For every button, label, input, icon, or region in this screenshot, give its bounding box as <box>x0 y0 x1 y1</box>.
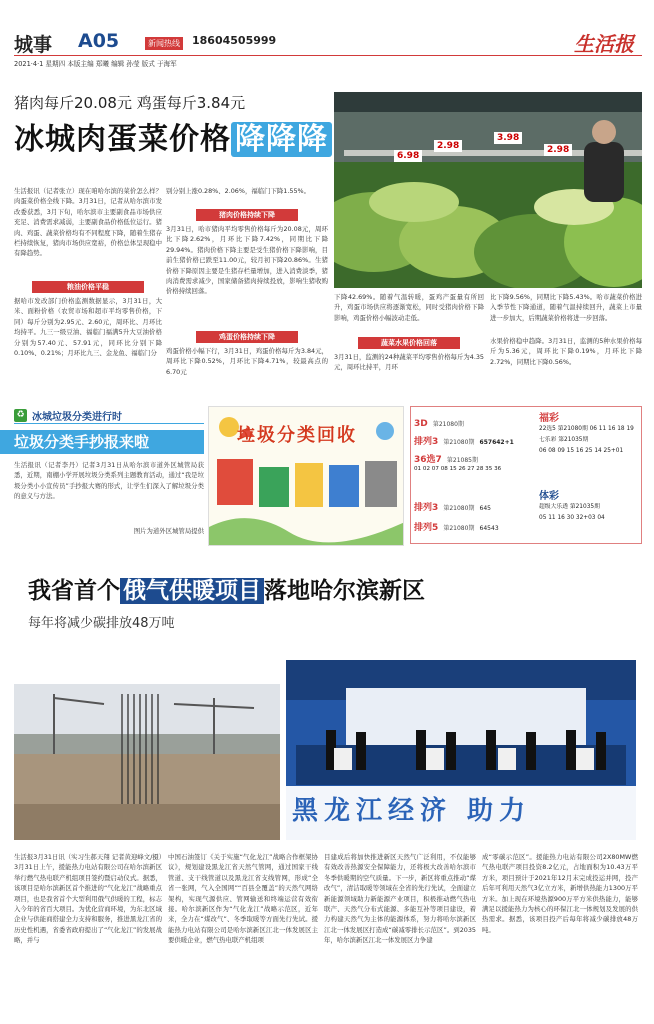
subhead-pork: 猪肉价格持续下降 <box>196 209 298 221</box>
price-tag: 2.98 <box>434 140 462 152</box>
section-tag-text: 冰城垃圾分类进行时 <box>32 412 122 423</box>
lead-paragraph: 水果价格稳中趋降。3月31日，监测的5种水果价格每斤为5.36元，周环比下降0.19%，月环比下降2.72%，同期比下降0.56%。 <box>490 337 642 366</box>
lottery-issue: 第21080期 <box>443 439 475 446</box>
construction-site-photo <box>14 684 280 840</box>
lead-subtitle: 猪肉每斤20.08元 鸡蛋每斤3.84元 <box>14 94 246 112</box>
price-tag: 2.98 <box>544 144 572 156</box>
garbage-paragraph: 生活报讯（记者李丹）记者3月31日从哈尔滨市道外区城管局获悉，近期，南棚小学开展垃圾分类系列主题教育活动，通过“我是垃圾分类小小宣传员”手抄报大赛的形式，让学生们深入了解垃圾分类的意义与方法。 <box>14 461 204 501</box>
page-number: A05 <box>78 30 120 52</box>
lottery-numbers: 64543 <box>479 525 499 532</box>
lottery-panel <box>410 406 642 544</box>
welfare-lottery-title: 福彩 <box>539 413 559 424</box>
lead-paragraph: 生活报讯（记者张立）现在咱哈尔滨的菜价怎么样？肉蛋菜价格全线下降。3月31日，记者从哈尔滨市发改委获悉，3月下旬，哈尔滨市主要副食品市场供应充足、消费需求减弱，主要副食品价格低位运行。猪肉、鸡蛋、蔬菜价格均有不同程度下降，随着生猪存栏持续恢复，猪肉市场供应宽裕，价格总体呈现稳中有降趋势。 <box>14 187 162 258</box>
lottery-label: 排列5 <box>414 523 439 533</box>
sports-lottery-line: 05 11 16 30 32+03 04 <box>539 515 605 521</box>
price-tag: 3.98 <box>494 132 522 144</box>
lead-title-main: 冰城肉蛋菜价格 <box>14 122 231 157</box>
lottery-row <box>414 429 534 445</box>
welfare-lottery-line: 06 08 09 15 16 25 14 25+01 <box>539 448 624 454</box>
subhead-grain-oil: 粮油价格平稳 <box>32 281 144 293</box>
lottery-issue: 第21080期 <box>432 421 464 428</box>
signing-ceremony-photo <box>286 660 636 840</box>
lead-paragraph: 3月31日，监测的24种蔬菜平均零售价格每斤为4.35元，周环比持平，月环 <box>334 353 484 372</box>
garbage-headline: 垃圾分类手抄报来啦 <box>0 430 204 454</box>
sports-lottery-title: 体彩 <box>539 491 559 502</box>
lead-column-2 <box>166 186 328 394</box>
hotline-number: 18604505999 <box>192 34 277 47</box>
lottery-row <box>414 515 538 531</box>
lottery-label: 36选7 <box>414 455 442 465</box>
page-header <box>14 30 642 68</box>
lottery-row <box>414 447 538 473</box>
brand-logo: 生活报 <box>574 32 634 56</box>
photo-credit: 图片为道外区城管局提供 <box>133 527 204 535</box>
lead-column-3 <box>334 292 484 394</box>
subhead-veg-fruit: 蔬菜水果价格回落 <box>358 337 460 349</box>
sports-lottery-line: 超级大乐透 第21035期 <box>539 504 600 510</box>
welfare-lottery <box>539 409 639 479</box>
lead-column-4 <box>490 292 642 394</box>
welfare-lottery-line: 七乐彩 第21035期 <box>539 437 589 443</box>
gas-paragraph: 目建成后将加快推进新区天然气广泛利用，不仅能够有效改善热源安全保障能力，还将极大改善哈尔滨市冬季供暖期的空气质量。下一步，新区将重点推动“煤改气”，清洁取暖等领域在全省的先行先试，全面建立新能源领域助力新能源产业项目，积极推动燃气热电联产、天然气分布式能源、多能互补等项目建设，着力构建天然气为主体的能源体系，努力将哈尔滨新区江北一体发展区打造成“碳减零排长示范区”。到2035年，哈尔滨新区江北一体发展区力争建 <box>324 853 476 945</box>
gas-paragraph: 生活报3月31日讯（实习生郝天翔 记者黄迎峰文/摄）3月31日上午，援能热力电站有限公司在哈尔滨新区举行燃气热电联产机组项目签约暨启动仪式。据悉，该项目是哈尔滨新区首个推进的“气化龙江”战略重点项目，也是我省首个大型利用俄气供暖的工程，标志入今年的省百大项目。为优化营商环境，为东北区域企业与供能商搭建全力支持和服务，推进黑龙江省的历史性机遇，省委省政府提出了“气化龙江”的发展战略，并与 <box>14 853 162 945</box>
lead-paragraph: 别分别上涨0.28%、2.06%，福临门下降1.55%。 <box>166 187 310 195</box>
lottery-row <box>414 411 534 427</box>
lottery-label: 排列3 <box>414 503 439 513</box>
lead-title <box>14 114 332 158</box>
lottery-issue: 第21085期 <box>446 457 478 464</box>
lottery-numbers: 657642+1 <box>479 439 514 446</box>
lottery-numbers: 645 <box>479 505 491 512</box>
lottery-label: 排列3 <box>414 437 439 447</box>
handmade-poster-photo <box>208 406 404 546</box>
hotline-badge: 新闻热线 <box>145 37 183 50</box>
gas-title-post: 落地哈尔滨新区 <box>264 578 425 604</box>
price-tag: 6.98 <box>394 150 422 162</box>
lead-paragraph: 据哈市发改部门价格监测数据显示，3月31日，大米、面粉价格（农贸市场和超市平均零售价格，下同）每斤分别为2.95元、2.60元，周环比、月环比均持平。九三一级豆油、福临门福满5升大豆油价格分别为57.40元、57.91元，同环比分别下降0.10%、0.21%；月环比九三、金龙鱼、福临门分 <box>14 297 162 358</box>
welfare-lottery-line: 22选5 第21080期 06 11 16 18 19 <box>539 426 634 432</box>
gas-title <box>28 572 638 604</box>
gas-paragraph: 中国石油签订《关于实施“气化龙江”战略合作框架协议》，规划建设黑龙江省天然气管网，通过国家干线管道、支干线管道以及黑龙江省支线管网，形成“全省一张网，气入全国网”“百县全覆盖”的天然气网络架构，实现气源供应、管网输送和终端运营有效衔接。哈尔滨新区作为“气化龙江”战略示范区，近年来，全力在“煤改气”、冬季取暖等方面先行先试。援能热力电站有限公司是哈尔滨新区江北一体发展区主要供暖企业，燃气热电联产机组项 <box>168 853 318 945</box>
garbage-section-tag <box>14 408 204 424</box>
gas-title-highlight: 俄气供暖项目 <box>120 578 264 604</box>
lead-title-accent: 降降降 <box>231 122 332 157</box>
lead-paragraph: 3月31日，哈市猪肉平均零售价格每斤为20.08元，周环比下降2.62%，月环比下降7.42%，同期比下降29.94%。猪肉价格下降主要是受生猪价格下降影响，目前生猪价格已跌至11.00元，较月初下降20.86%。生猪价格下降原因主要是生猪存栏量增加，进入消费淡季，猪肉消费需求减少，国家储备猪肉持续投放，影响生猪收购价格持续回落。 <box>166 225 328 296</box>
lottery-numbers: 01 02 07 08 15 26 27 28 35 36 <box>414 466 502 472</box>
subhead-eggs: 鸡蛋价格持续下降 <box>196 331 298 343</box>
lottery-row <box>414 495 538 511</box>
lead-column-1 <box>14 186 162 394</box>
photo-banner-text: 黑龙江经济 助力 <box>292 796 532 826</box>
sports-lottery <box>539 487 639 537</box>
lottery-issue: 第21080期 <box>443 525 475 532</box>
lead-paragraph: 鸡蛋价格小幅下行，3月31日，鸡蛋价格每斤为3.84元，周环比下降0.52%，月环比下降4.71%，较最高点的6.70元 <box>166 347 328 376</box>
lottery-issue: 第21080期 <box>443 505 475 512</box>
section-name: 城事 <box>14 34 53 56</box>
date-line: 2021·4·1 星期四 本版主编 郑曦 编辑 孙莹 版式 于海军 <box>14 60 177 68</box>
gas-subtitle: 每年将减少碳排放48万吨 <box>28 616 175 631</box>
lottery-label: 3D <box>414 419 428 429</box>
garbage-column <box>14 460 204 544</box>
gas-paragraph: 成“零碳示范区”。援能热力电站有限公司2X80MW燃气热电联产项目投资8.2亿元，占地面积为10.43万平方米，项目预计于2021年12月末完成投运并网，投产后年可利用天然气3亿立方米，新增供热能力1300万平方米。加上现在环境热源900万平方米供热能力，能够满足以援能热力为核心的环保江北一体规划及发展的供热需求。据悉，该项目投产后每年将减少碳排放48万吨。 <box>482 853 638 934</box>
header-rule <box>14 55 642 56</box>
poster-title: 垃圾分类回收 <box>237 425 357 446</box>
lead-paragraph: 下降42.69%。随着气温转暖，蛋鸡产蛋量有所回升，鸡蛋市场供应将逐渐宽松，同时受猪肉价格下降影响，鸡蛋价格小幅波动走低。 <box>334 293 484 322</box>
gas-title-pre: 我省首个 <box>28 578 120 604</box>
recycle-icon: ♻ <box>14 409 27 422</box>
vegetable-market-photo <box>334 92 642 288</box>
lead-paragraph: 比下降9.56%，同期比下降5.43%。哈市蔬菜价格进入季节性下降通道，随着气温持续回升，蔬菜上市量进一步加大，后期蔬菜价格将进一步回落。 <box>490 293 642 322</box>
